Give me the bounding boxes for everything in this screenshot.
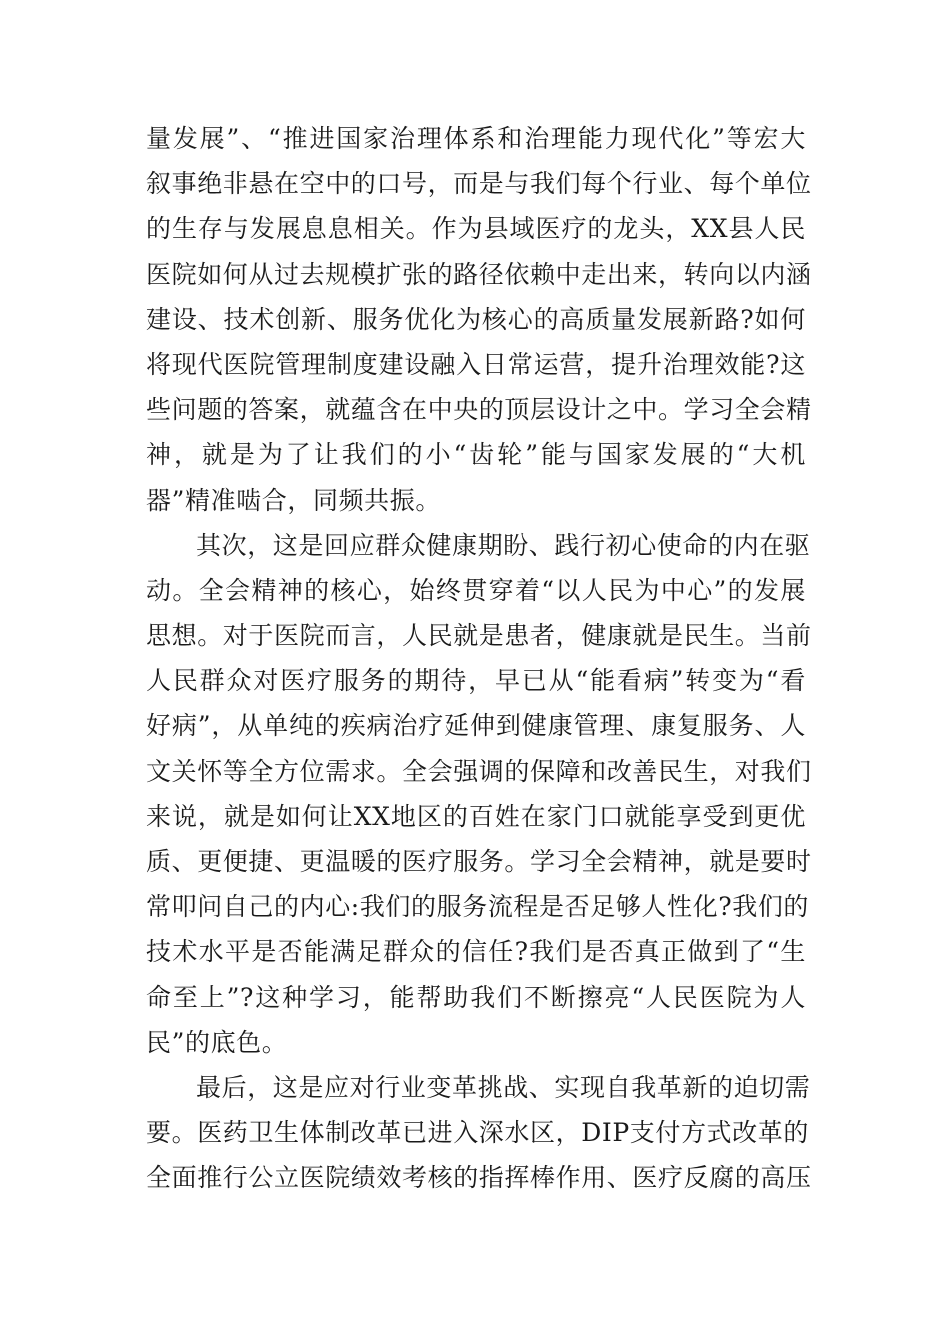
paragraph-3 bbox=[146, 1065, 812, 1201]
text-line: 民”的底色。 bbox=[146, 1027, 288, 1057]
text-line: 来说，就是如何让XX地区的百姓在家门口就能享受到更优 bbox=[146, 801, 806, 831]
text-line: 好病”，从单纯的疾病治疗延伸到健康管理、康复服务、人 bbox=[146, 711, 806, 741]
text-line: 将现代医院管理制度建设融入日常运营，提升治理效能?这 bbox=[146, 349, 806, 379]
text-line: 叙事绝非悬在空中的口号，而是与我们每个行业、每个单位 bbox=[146, 169, 812, 199]
text-line: 的生存与发展息息相关。作为县域医疗的龙头，XX县人民 bbox=[146, 214, 806, 244]
text-line: 神，就是为了让我们的小“齿轮”能与国家发展的“大机 bbox=[146, 440, 806, 470]
text-line: 动。全会精神的核心，始终贯穿着“以人民为中心”的发展 bbox=[146, 575, 806, 605]
text-line: 医院如何从过去规模扩张的路径依赖中走出来，转向以内涵 bbox=[146, 259, 812, 289]
text-line: 技术水平是否能满足群众的信任?我们是否真正做到了“生 bbox=[146, 937, 806, 967]
text-line: 量发展”、“推进国家治理体系和治理能力现代化”等宏大 bbox=[146, 124, 806, 153]
text-line: 思想。对于医院而言，人民就是患者，健康就是民生。当前 bbox=[146, 621, 812, 651]
paragraph-1 bbox=[146, 116, 812, 523]
text-line: 人民群众对医疗服务的期待，早已从“能看病”转变为“看 bbox=[146, 666, 806, 696]
text-line: 最后，这是应对行业变革挑战、实现自我革新的迫切需 bbox=[196, 1072, 811, 1102]
text-line: 建设、技术创新、服务优化为核心的高质量发展新路?如何 bbox=[146, 304, 806, 334]
document-body bbox=[146, 116, 812, 1201]
text-line: 器”精准啮合，同频共振。 bbox=[146, 485, 441, 515]
text-line: 命至上”?这种学习，能帮助我们不断擦亮“人民医院为人 bbox=[146, 982, 806, 1012]
text-line: 其次，这是回应群众健康期盼、践行初心使命的内在驱 bbox=[196, 530, 811, 560]
text-line: 质、更便捷、更温暖的医疗服务。学习全会精神，就是要时 bbox=[146, 847, 812, 876]
text-line: 文关怀等全方位需求。全会强调的保障和改善民生，对我们 bbox=[146, 756, 812, 786]
text-line: 要。医药卫生体制改革已进入深水区，DIP支付方式改革的 bbox=[146, 1118, 809, 1148]
text-line: 常叩问自己的内心:我们的服务流程是否足够人性化?我们的 bbox=[146, 892, 810, 922]
paragraph-2 bbox=[146, 523, 812, 1065]
text-line: 些问题的答案，就蕴含在中央的顶层设计之中。学习全会精 bbox=[146, 395, 812, 425]
text-line: 全面推行公立医院绩效考核的指挥棒作用、医疗反腐的高压 bbox=[146, 1163, 812, 1193]
